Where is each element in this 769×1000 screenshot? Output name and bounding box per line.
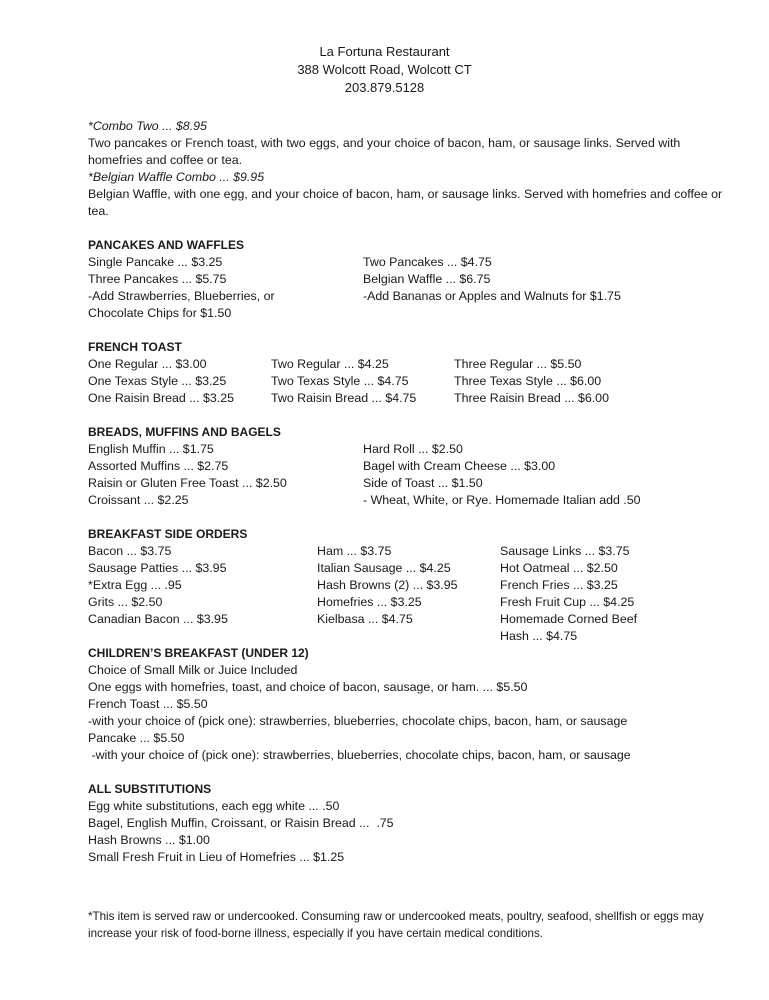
menu-item: Two Texas Style ... $4.75 [271,374,409,388]
menu-line: Small Fresh Fruit in Lieu of Homefries ... $1.25 [88,850,345,864]
menu-item: Sausage Patties ... $3.95 [88,561,227,575]
section-title: BREADS, MUFFINS AND BAGELS [88,425,281,439]
menu-item: French Fries ... $3.25 [500,578,618,592]
menu-line: French Toast ... $5.50 [88,697,208,711]
menu-row [88,441,728,458]
menu-row [88,628,728,645]
menu-item: Hot Oatmeal ... $2.50 [500,561,618,575]
menu-item: Three Raisin Bread ... $6.00 [454,391,609,405]
combo-title: *Belgian Waffle Combo ... $9.95 [88,170,265,184]
menu-page [88,43,728,866]
menu-item: Kielbasa ... $4.75 [317,612,413,626]
combo-description: Two pancakes or French toast, with two eggs, and your choice of bacon, ham, or sausage links. Served with homefries and coffee or tea. [88,136,681,167]
section-pancakes-waffles [88,237,728,322]
section-title: BREAKFAST SIDE ORDERS [88,527,248,541]
menu-line: Egg white substitutions, each egg white ... .50 [88,799,340,813]
menu-row [88,305,728,322]
menu-item: Three Regular ... $5.50 [454,357,582,371]
section-title: FRENCH TOAST [88,340,182,354]
menu-row [88,271,728,288]
menu-line: One eggs with homefries, toast, and choice of bacon, sausage, or ham. ... $5.50 [88,680,528,694]
menu-item: Single Pancake ... $3.25 [88,255,223,269]
menu-item: English Muffin ... $1.75 [88,442,214,456]
menu-line: Bagel, English Muffin, Croissant, or Raisin Bread ... .75 [88,816,394,830]
menu-line: -with your choice of (pick one): strawberries, blueberries, chocolate chips, bacon, ham, or sausage [88,748,631,762]
menu-row [88,254,728,271]
section-title: PANCAKES AND WAFFLES [88,238,244,252]
menu-item: Three Texas Style ... $6.00 [454,374,602,388]
menu-row [88,611,728,628]
section-french-toast [88,339,728,407]
combo-description: Belgian Waffle, with one egg, and your choice of bacon, ham, or sausage links. Served with homefries and coffee or tea. [88,187,723,218]
menu-row [88,390,728,407]
menu-item: -Add Bananas or Apples and Walnuts for $1.75 [363,289,621,303]
section-childrens-breakfast [88,645,728,764]
menu-item: Two Regular ... $4.25 [271,357,389,371]
menu-row [88,543,728,560]
menu-row [88,373,728,390]
menu-row [88,356,728,373]
menu-item: Homefries ... $3.25 [317,595,422,609]
menu-item: Sausage Links ... $3.75 [500,544,630,558]
menu-item: Belgian Waffle ... $6.75 [363,272,491,286]
section-title: ALL SUBSTITUTIONS [88,782,212,796]
menu-row [88,560,728,577]
menu-item: Italian Sausage ... $4.25 [317,561,451,575]
menu-item: Hash ... $4.75 [500,629,578,643]
section-substitutions [88,781,728,866]
menu-item: Assorted Muffins ... $2.75 [88,459,229,473]
menu-line: Pancake ... $5.50 [88,731,185,745]
menu-item: Chocolate Chips for $1.50 [88,306,232,320]
menu-item [88,628,317,645]
menu-row [88,577,728,594]
section-breads [88,424,728,509]
menu-line: -with your choice of (pick one): strawberries, blueberries, chocolate chips, bacon, ham, or sausage [88,714,628,728]
restaurant-address: 388 Wolcott Road, Wolcott CT [297,62,472,77]
restaurant-header [0,43,769,97]
restaurant-name: La Fortuna Restaurant [319,44,450,59]
combo-specials [88,118,728,220]
menu-item: Ham ... $3.75 [317,544,392,558]
menu-row [88,475,728,492]
menu-row [88,492,728,509]
menu-line: Hash Browns ... $1.00 [88,833,210,847]
menu-item: Hard Roll ... $2.50 [363,442,463,456]
menu-item: Canadian Bacon ... $3.95 [88,612,228,626]
raw-food-disclaimer: *This item is served raw or undercooked. Consuming raw or undercooked meats, poultry, seafood, shellfish or eggs may increase your risk of food-borne illness, especially if you have certain medical conditions. [88,910,704,940]
menu-item: Side of Toast ... $1.50 [363,476,483,490]
menu-item: Homemade Corned Beef [500,612,638,626]
menu-item [363,305,366,322]
menu-item: Two Raisin Bread ... $4.75 [271,391,417,405]
menu-item: Grits ... $2.50 [88,595,163,609]
menu-item: One Texas Style ... $3.25 [88,374,227,388]
menu-item: Fresh Fruit Cup ... $4.25 [500,595,635,609]
menu-item: Raisin or Gluten Free Toast ... $2.50 [88,476,287,490]
menu-row [88,594,728,611]
menu-item: One Raisin Bread ... $3.25 [88,391,235,405]
menu-row [88,288,728,305]
combo-title: *Combo Two ... $8.95 [88,119,207,133]
menu-item: -Add Strawberries, Blueberries, or [88,289,275,303]
menu-item: Croissant ... $2.25 [88,493,189,507]
menu-item: *Extra Egg ... .95 [88,578,182,592]
menu-item [317,628,500,645]
menu-item: Bacon ... $3.75 [88,544,172,558]
menu-item: - Wheat, White, or Rye. Homemade Italian add .50 [363,493,641,507]
menu-item: Hash Browns (2) ... $3.95 [317,578,458,592]
menu-item: Three Pancakes ... $5.75 [88,272,227,286]
section-side-orders [88,526,728,645]
menu-item: Two Pancakes ... $4.75 [363,255,492,269]
section-title: CHILDREN’S BREAKFAST (UNDER 12) [88,646,309,660]
menu-row [88,458,728,475]
menu-line: Choice of Small Milk or Juice Included [88,663,298,677]
menu-item: One Regular ... $3.00 [88,357,207,371]
restaurant-phone: 203.879.5128 [344,80,425,95]
menu-item: Bagel with Cream Cheese ... $3.00 [363,459,556,473]
